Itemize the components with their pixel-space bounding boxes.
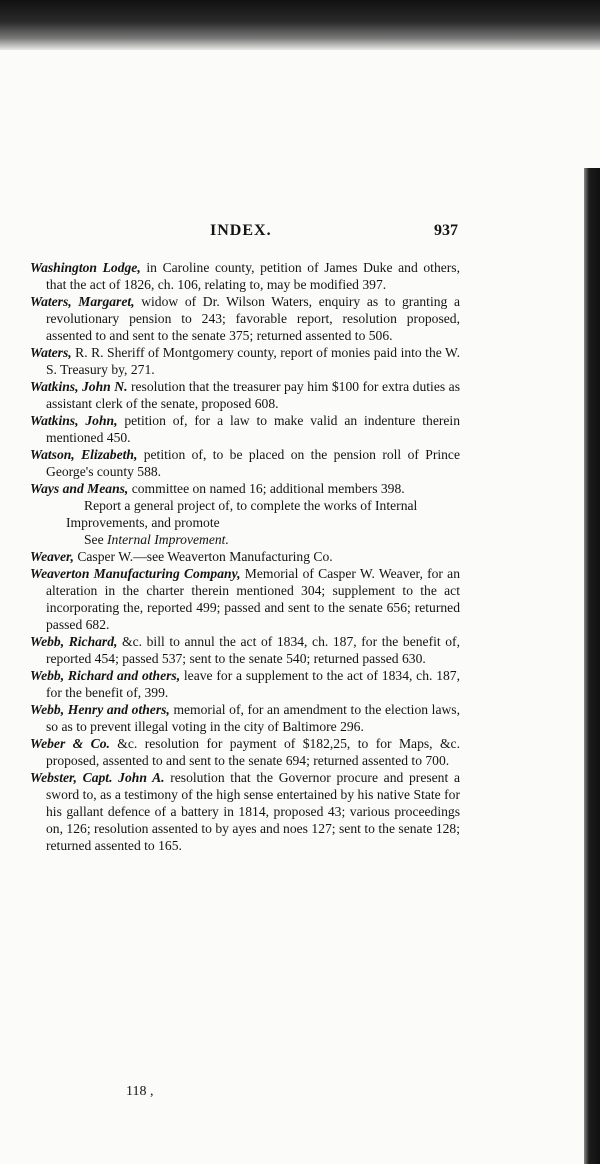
- index-entry: [30, 548, 460, 565]
- entry-text: memorial of, for an amendment to the election laws, so as to prevent illegal voting in the city of Baltimore 296.: [46, 702, 460, 734]
- entry-heading: Waters,: [30, 345, 72, 360]
- entry-text: Memorial of Casper W. Weaver, for an alteration in the charter therein mentioned 304; supplement to the act incorporating the, reported 499; passed and sent to the senate 656; returned passed 682.: [46, 566, 461, 632]
- entry-heading: Washington Lodge,: [30, 260, 141, 275]
- entry-heading: Waters, Margaret,: [30, 294, 135, 309]
- entry-text: resolution that the treasurer pay him $100 for extra duties as assistant clerk of the senate, proposed 608.: [46, 379, 460, 411]
- entry-text: widow of Dr. Wilson Waters, enquiry as to granting a revolutionary pension to 243; favorable report, resolution proposed, assented to and sent to the senate 375; returned assented to 506.: [46, 294, 460, 343]
- entry-text: petition of, for a law to make valid an indenture therein mentioned 450.: [46, 413, 460, 445]
- index-entry: [30, 480, 460, 497]
- index-entry: [30, 667, 460, 701]
- entry-text: &c. bill to annul the act of 1834, ch. 187, for the benefit of, reported 454; passed 537; sent to the senate 540; returned passed 630.: [46, 634, 460, 666]
- see-target: Internal Improvement.: [107, 532, 229, 547]
- index-entry: [30, 412, 460, 446]
- entry-heading: Webster, Capt. John A.: [30, 770, 165, 785]
- index-entry: [30, 701, 460, 735]
- index-entry: [30, 633, 460, 667]
- footer-folio: 118 ,: [126, 1084, 154, 1099]
- entry-text: &c. resolution for payment of $182,25, to for Maps, &c. proposed, assented to and sent to the senate 694; returned assented to 700.: [46, 736, 460, 768]
- entry-text: in Caroline county, petition of James Duke and others, that the act of 1826, ch. 106, relating to, may be modified 397.: [46, 260, 460, 292]
- entry-heading: Webb, Henry and others,: [30, 702, 170, 717]
- entry-heading: Weaver,: [30, 549, 74, 564]
- entry-heading: Ways and Means,: [30, 481, 129, 496]
- page-number: 937: [434, 222, 458, 239]
- page-title: INDEX.: [210, 222, 272, 239]
- entry-heading: Watkins, John N.: [30, 379, 128, 394]
- see-reference: [30, 531, 460, 548]
- index-entry: [30, 378, 460, 412]
- see-prefix: See: [84, 532, 108, 547]
- entry-text: Casper W.—see Weaverton Manufacturing Co.: [73, 549, 333, 564]
- document-page: [30, 0, 460, 1164]
- entry-heading: Webb, Richard and others,: [30, 668, 181, 683]
- sub-entry-text: Report a general project of, to complete the works of Internal Improvements, and promote: [66, 498, 418, 530]
- index-entry: [30, 769, 460, 854]
- index-entry: [30, 259, 460, 293]
- entry-heading: Weaverton Manufacturing Company,: [30, 566, 241, 581]
- entry-text: leave for a supplement to the act of 1834, ch. 187, for the benefit of, 399.: [46, 668, 460, 700]
- sub-entry: [30, 497, 460, 531]
- entry-heading: Watkins, John,: [30, 413, 118, 428]
- entry-heading: Weber & Co.: [30, 736, 110, 751]
- entry-heading: Watson, Elizabeth,: [30, 447, 138, 462]
- index-entries: [30, 259, 460, 854]
- scan-shadow-right: [584, 168, 600, 1164]
- entry-text: R. R. Sheriff of Montgomery county, report of monies paid into the W. S. Treasury by, 271.: [46, 345, 460, 377]
- entry-text: committee on named 16; additional members 398.: [128, 481, 405, 496]
- index-entry: [30, 565, 460, 633]
- page-header: [30, 222, 460, 246]
- index-entry: [30, 293, 460, 344]
- entry-text: resolution that the Governor procure and present a sword to, as a testimony of the high sense entertained by his native State for his gallant defence of a battery in 1814, proposed 43; various proceedings on, 126; resolution assented to by ayes and noes 127; sent to the senate 128; returned assented to 165.: [46, 770, 460, 853]
- index-entry: [30, 735, 460, 769]
- index-entry: [30, 446, 460, 480]
- index-entry: [30, 344, 460, 378]
- entry-text: petition of, to be placed on the pension roll of Prince George's county 588.: [46, 447, 460, 479]
- entry-heading: Webb, Richard,: [30, 634, 118, 649]
